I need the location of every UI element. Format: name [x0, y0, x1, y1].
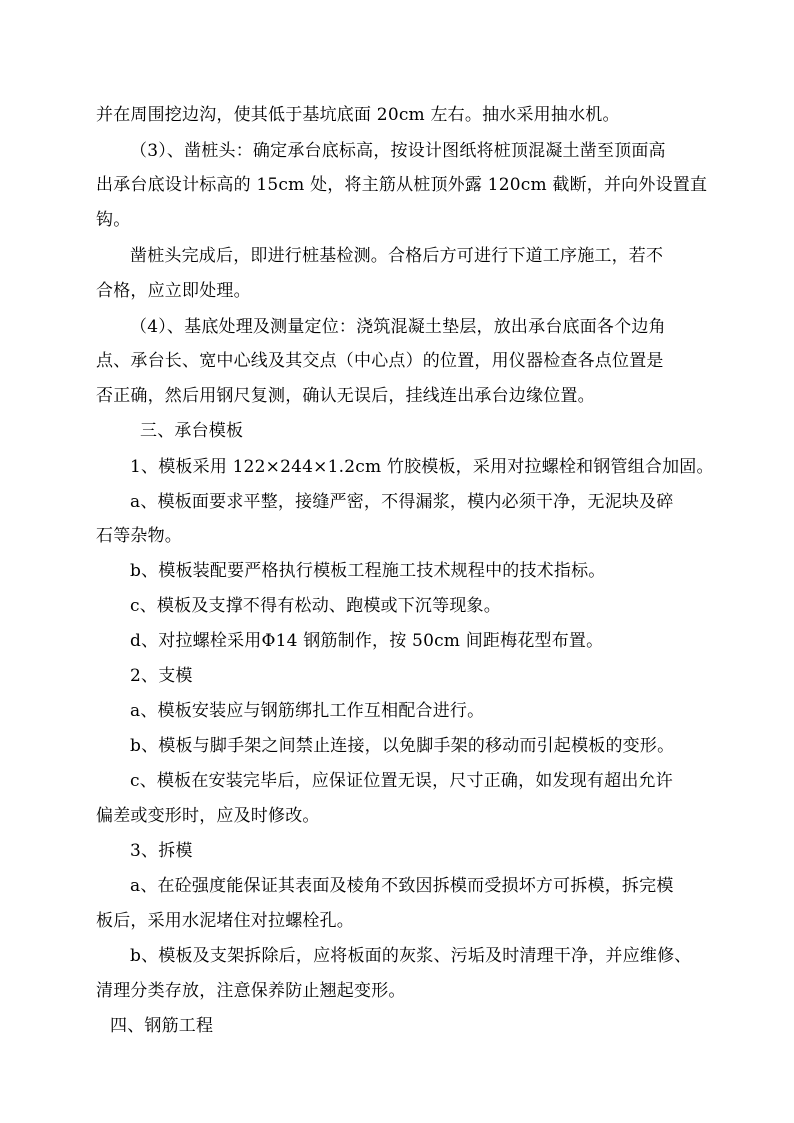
text-line: b、模板及支架拆除后，应将板面的灰浆、污垢及时清理干净，并应维修、 — [130, 946, 692, 966]
subsection-heading: 3、拆模 — [130, 841, 193, 861]
text-line: 偏差或变形时，应及时修改。 — [96, 806, 320, 826]
text-line: （3）、凿桩头：确定承台底标高，按设计图纸将桩顶混凝土凿至顶面高 — [130, 141, 666, 161]
text-line: c、模板在安装完毕后，应保证位置无误，尺寸正确，如发现有超出允许 — [130, 771, 673, 791]
text-line: 清理分类存放，注意保养防止翘起变形。 — [96, 981, 406, 1001]
text-line: （4）、基底处理及测量定位：浇筑混凝土垫层，放出承台底面各个边角 — [130, 317, 666, 337]
section-heading: 三、承台模板 — [140, 421, 244, 441]
text-line: c、模板及支撑不得有松动、跑模或下沉等现象。 — [130, 596, 501, 616]
text-line: 石等杂物。 — [96, 526, 182, 546]
text-line: b、模板与脚手架之间禁止连接，以免脚手架的移动而引起模板的变形。 — [130, 736, 675, 756]
text-line: 并在周围挖边沟，使其低于基坑底面 20cm 左右。抽水采用抽水机。 — [96, 105, 620, 125]
text-line: a、在砼强度能保证其表面及棱角不致因拆模而受损坏方可拆模，拆完模 — [130, 876, 674, 896]
text-line: 出承台底设计标高的 15cm 处，将主筋从桩顶外露 120cm 截断，并向外设置直 — [96, 175, 708, 195]
text-line: 否正确，然后用钢尺复测，确认无误后，挂线连出承台边缘位置。 — [96, 386, 595, 406]
text-line: a、模板面要求平整，接缝严密，不得漏浆，模内必须干净，无泥块及碎 — [130, 492, 674, 512]
text-line: 钩。 — [96, 210, 131, 230]
text-line: 1、模板采用 122×244×1.2cm 竹胶模板，采用对拉螺栓和钢管组合加固。 — [130, 457, 714, 477]
text-line: 板后，采用水泥堵住对拉螺栓孔。 — [96, 911, 354, 931]
subsection-heading: 2、支模 — [130, 666, 193, 686]
text-line: 合格，应立即处理。 — [96, 281, 251, 301]
text-line: b、模板装配要严格执行模板工程施工技术规程中的技术指标。 — [130, 561, 606, 581]
section-heading: 四、钢筋工程 — [110, 1016, 214, 1036]
text-line: 点、承台长、宽中心线及其交点（中心点）的位置，用仪器检查各点位置是 — [96, 351, 664, 371]
text-line: d、对拉螺栓采用Φ14 钢筋制作，按 50cm 间距梅花型布置。 — [130, 631, 604, 651]
text-line: a、模板安装应与钢筋绑扎工作互相配合进行。 — [130, 701, 485, 721]
text-line: 凿桩头完成后，即进行桩基检测。合格后方可进行下道工序施工，若不 — [130, 246, 664, 266]
